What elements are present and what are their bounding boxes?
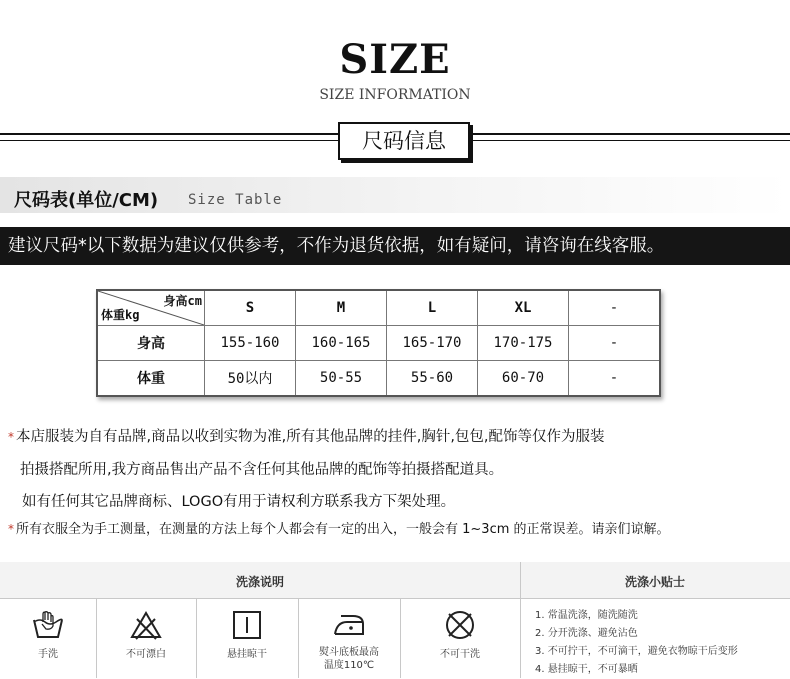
care-item-hang-dry [196,610,298,644]
panel-divider [0,598,790,599]
care-item-no-bleach [96,610,196,644]
column-header-l: L [387,290,478,326]
care-item-iron [298,612,400,642]
table-cell: - [569,326,661,361]
table-cell: - [569,361,661,397]
note-text: 如有任何其它品牌商标、LOGO有用于请权利方联系我方下架处理。 [22,494,456,510]
panel-divider-vertical [520,562,521,678]
note-line-3 [22,490,455,511]
size-table [96,289,661,397]
column-header-xl: XL [478,290,569,326]
table-cell: 155-160 [205,326,296,361]
tips-header: 洗涤小贴士 [624,575,685,589]
divider-left [0,133,338,135]
care-label: 悬挂晾干 [227,649,267,660]
divider-right [470,133,790,135]
note-text: 所有衣服全为手工测量，在测量的方法上每个人都会有一定的出入，一般会有 1~3cm 的正常误差。请亲们谅解。 [16,522,670,537]
size-table-label-en: Size Table [188,192,283,208]
washing-header: 洗涤说明 [235,575,284,589]
table-row [97,326,660,361]
care-label: 温度110℃ [323,660,375,671]
section-box-size-info: 尺码信息 [338,122,470,160]
corner-weight-label: 体重kg [101,308,140,322]
row-label-weight: 体重 [97,361,205,397]
table-row [97,361,660,397]
care-label: 不可漂白 [126,649,166,660]
care-item-hand-wash [0,610,96,644]
note-text: 拍摄搭配所用,我方商品售出产品不含任何其他品牌的配饰等拍摄搭配道具。 [20,462,504,478]
size-table-label: 尺码表(单位/CM) [14,190,159,211]
care-item-no-dry-clean [400,609,520,645]
divider-left-thin [0,140,338,141]
table-header-row [97,290,660,326]
table-cell: 55-60 [387,361,478,397]
no-bleach-icon [130,610,162,640]
tip-item: 2. 分开洗涤、避免沾色 [535,628,638,639]
asterisk-icon: * [8,522,14,536]
care-label: 手洗 [38,649,58,660]
divider-right-thin [470,140,790,141]
corner-height-label: 身高cm [163,294,202,308]
note-line-2 [20,458,503,479]
table-cell: 170-175 [478,326,569,361]
tip-item: 1. 常温洗涤，随洗随洗 [535,610,638,621]
table-corner-cell [97,290,205,326]
hand-wash-icon [31,610,65,640]
note-line-4 [8,518,670,537]
table-cell: 165-170 [387,326,478,361]
no-dry-clean-icon [444,609,476,641]
iron-icon [329,612,369,638]
hang-dry-icon [232,610,262,640]
tip-item: 4. 悬挂晾干，不可暴晒 [535,664,638,675]
care-label: 熨斗底板最高 [319,647,379,658]
table-cell: 50-55 [296,361,387,397]
table-cell: 60-70 [478,361,569,397]
row-label-height: 身高 [97,326,205,361]
notice-bar: 建议尺码*以下数据为建议仅供参考，不作为退货依据，如有疑问，请咨询在线客服。 [0,227,790,265]
page-subtitle: SIZE INFORMATION [319,87,471,103]
column-header-m: M [296,290,387,326]
table-cell: 160-165 [296,326,387,361]
tip-item: 3. 不可拧干，不可滴干，避免衣物晾干后变形 [535,646,738,657]
column-header-extra: - [569,290,661,326]
asterisk-icon: * [8,430,14,444]
page-title: SIZE [339,36,451,83]
table-cell: 50以内 [205,361,296,397]
care-label: 不可干洗 [440,649,480,660]
note-text: 本店服装为自有品牌,商品以收到实物为准,所有其他品牌的挂件,胸针,包包,配饰等仅作为服装 [16,429,605,445]
note-line-1 [8,425,605,446]
column-header-s: S [205,290,296,326]
